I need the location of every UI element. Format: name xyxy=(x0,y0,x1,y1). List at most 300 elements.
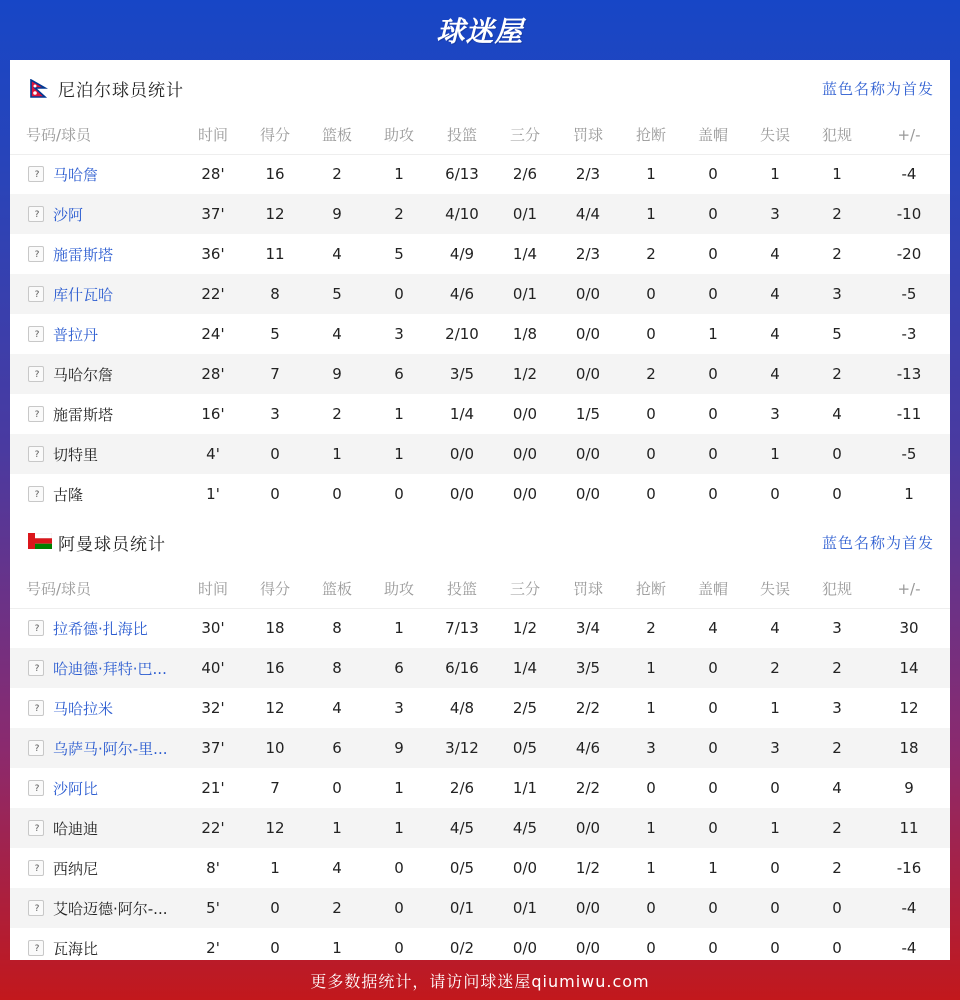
stat-cell: 0/5 xyxy=(494,728,556,768)
column-header[interactable]: 助攻 xyxy=(368,116,430,154)
stat-cell: 9 xyxy=(368,728,430,768)
player-stats-table xyxy=(10,570,950,968)
column-header[interactable]: +/- xyxy=(868,116,950,154)
stat-cell: 7/13 xyxy=(445,619,479,638)
flag-icon xyxy=(28,79,50,97)
stat-cell: 0 xyxy=(646,325,656,343)
stat-cell: 2/6 xyxy=(512,165,538,184)
player-cell xyxy=(10,314,182,354)
stat-cell: 5 xyxy=(270,325,280,343)
stat-cell: 0 xyxy=(832,939,842,957)
stat-cell: 16' xyxy=(201,405,225,423)
stat-cell: 0/0 xyxy=(556,808,620,848)
stat-cell: 0/0 xyxy=(575,325,601,343)
player-avatar-placeholder-icon xyxy=(28,780,44,796)
stat-cell: 1/2 xyxy=(512,619,538,638)
stat-cell: 9 xyxy=(306,194,368,234)
stat-cell: 7 xyxy=(244,354,306,394)
stat-cell: 0/5 xyxy=(449,859,475,877)
stat-cell: -5 xyxy=(868,274,950,314)
player-name-link[interactable]: 沙阿比 xyxy=(53,779,99,798)
player-avatar-placeholder-icon xyxy=(28,860,44,876)
column-header[interactable]: 得分 xyxy=(244,116,306,154)
stat-cell: 1 xyxy=(744,808,806,848)
stat-cell: 8 xyxy=(244,274,306,314)
team-title: 尼泊尔球员统计 xyxy=(58,80,184,101)
stat-cell: 9 xyxy=(904,779,914,797)
stat-cell: 0 xyxy=(708,245,718,263)
player-name-link[interactable]: 沙阿 xyxy=(53,205,84,224)
stat-cell: 12 xyxy=(265,699,285,717)
column-header[interactable]: 三分 xyxy=(494,116,556,154)
table-row[interactable] xyxy=(10,728,950,768)
stat-cell: 4 xyxy=(332,325,342,343)
stat-cell: 1 xyxy=(770,699,780,717)
player-avatar-placeholder-icon xyxy=(28,326,44,342)
footer xyxy=(0,960,960,1000)
stat-cell: 3 xyxy=(270,405,280,423)
stat-cell: 0/0 xyxy=(512,939,538,957)
player-avatar-placeholder-icon xyxy=(28,406,44,422)
stat-cell: 22' xyxy=(182,274,244,314)
stat-cell: 6/16 xyxy=(430,648,494,688)
table-header-row xyxy=(10,116,950,154)
player-name-link[interactable]: 普拉丹 xyxy=(53,325,99,344)
stat-cell: 36' xyxy=(201,245,225,263)
stat-cell: 4 xyxy=(832,779,842,797)
stat-cell: 0/0 xyxy=(575,485,601,503)
stat-cell: 2 xyxy=(806,808,868,848)
stat-cell: 24' xyxy=(201,325,225,343)
stat-cell: 0/0 xyxy=(512,405,538,423)
stat-cell: 1 xyxy=(394,779,404,797)
stat-cell: 0 xyxy=(770,485,780,503)
stat-cell: 5' xyxy=(182,888,244,928)
column-header[interactable]: 号码/球员 xyxy=(10,116,182,154)
stat-cell: 1 xyxy=(394,165,404,184)
stat-cell: 4 xyxy=(332,699,342,717)
stat-cell: 0 xyxy=(332,779,342,797)
stat-cell: 2 xyxy=(806,648,868,688)
column-header[interactable]: +/- xyxy=(868,570,950,608)
player-cell xyxy=(10,728,182,768)
column-header[interactable]: 时间 xyxy=(182,570,244,608)
column-header[interactable]: 犯规 xyxy=(806,570,868,608)
stat-cell: 0 xyxy=(620,434,682,474)
stat-cell: 2/2 xyxy=(575,779,601,797)
footer-link-text[interactable]: 更多数据统计，请访问球迷屋qiumiwu.com xyxy=(310,971,650,991)
stat-cell: 1 xyxy=(744,434,806,474)
player-avatar-placeholder-icon xyxy=(28,900,44,916)
stat-cell: 4 xyxy=(770,619,780,638)
stat-cell: 3/5 xyxy=(430,354,494,394)
stat-cell: 1 xyxy=(646,859,656,877)
table-row[interactable] xyxy=(10,394,950,434)
stat-cell: 16 xyxy=(265,165,285,184)
stat-cell: 0/2 xyxy=(449,939,475,957)
player-name-link[interactable]: 瓦海比 xyxy=(53,939,99,958)
player-avatar-placeholder-icon xyxy=(28,206,44,222)
stat-cell: 30' xyxy=(201,619,225,638)
stat-cell: 0 xyxy=(620,888,682,928)
column-header[interactable]: 盖帽 xyxy=(682,570,744,608)
stat-cell: 5 xyxy=(832,325,842,343)
stat-cell: 7 xyxy=(270,779,280,797)
stat-cell: 4/9 xyxy=(449,245,475,263)
stat-cell: 3 xyxy=(394,325,404,343)
stat-cell: 0 xyxy=(682,354,744,394)
stat-cell: 1' xyxy=(206,485,220,503)
player-name-link[interactable]: 马哈拉米 xyxy=(53,699,114,718)
table-row[interactable] xyxy=(10,154,950,194)
column-header[interactable]: 失误 xyxy=(744,116,806,154)
stat-cell: 0 xyxy=(682,648,744,688)
stat-cell: 2 xyxy=(806,354,868,394)
table-row[interactable] xyxy=(10,474,950,514)
stat-cell: 0/0 xyxy=(430,434,494,474)
stat-cell: 4 xyxy=(770,325,780,343)
stat-cell: 40' xyxy=(182,648,244,688)
table-row[interactable] xyxy=(10,688,950,728)
stat-cell: 1 xyxy=(620,648,682,688)
stat-cell: 2 xyxy=(646,619,656,638)
stat-cell: 1/5 xyxy=(575,405,601,423)
stat-cell: 4 xyxy=(332,859,342,877)
stat-cell: 11 xyxy=(868,808,950,848)
stat-cell: 4 xyxy=(332,245,342,263)
stat-cell: 5 xyxy=(306,274,368,314)
team-header xyxy=(10,514,950,570)
column-header[interactable]: 助攻 xyxy=(368,570,430,608)
stat-cell: 0 xyxy=(708,699,718,717)
stat-cell: 0 xyxy=(832,485,842,503)
player-cell xyxy=(10,354,182,394)
stat-cell: 37' xyxy=(182,728,244,768)
teams-container xyxy=(10,60,950,968)
stat-cell: 0/1 xyxy=(494,888,556,928)
stat-cell: 2 xyxy=(306,888,368,928)
stat-cell: 1 xyxy=(368,808,430,848)
stat-cell: 0 xyxy=(244,888,306,928)
stat-cell: -16 xyxy=(896,859,922,877)
stat-cell: 2/3 xyxy=(575,245,601,263)
player-cell xyxy=(10,768,182,808)
table-row[interactable] xyxy=(10,274,950,314)
team-title: 阿曼球员统计 xyxy=(58,534,166,555)
player-name-link[interactable]: 切特里 xyxy=(53,445,99,464)
column-header[interactable]: 篮板 xyxy=(306,116,368,154)
column-header[interactable]: 投篮 xyxy=(430,116,494,154)
stat-cell: 2 xyxy=(332,405,342,423)
stat-cell: 1 xyxy=(620,194,682,234)
stat-cell: 21' xyxy=(201,779,225,797)
stat-cell: 2 xyxy=(832,245,842,263)
player-cell xyxy=(10,688,182,728)
stat-cell: 0 xyxy=(708,779,718,797)
stat-cell: 0 xyxy=(682,808,744,848)
stat-cell: 1 xyxy=(904,485,914,503)
table-row[interactable] xyxy=(10,434,950,474)
stat-cell: 0 xyxy=(270,485,280,503)
stat-cell: 4/5 xyxy=(430,808,494,848)
stat-cell: 0 xyxy=(682,274,744,314)
player-name-link[interactable]: 库什瓦哈 xyxy=(53,285,114,304)
stat-cell: 4' xyxy=(182,434,244,474)
column-header[interactable]: 得分 xyxy=(244,570,306,608)
player-name-link[interactable]: 古隆 xyxy=(53,485,84,504)
table-row[interactable] xyxy=(10,848,950,888)
stat-cell: 8 xyxy=(332,619,342,638)
stat-cell: 1 xyxy=(708,859,718,877)
stat-cell: 1 xyxy=(270,859,280,877)
player-name-link[interactable]: 施雷斯塔 xyxy=(53,405,114,424)
stat-cell: 3 xyxy=(744,728,806,768)
column-header[interactable]: 篮板 xyxy=(306,570,368,608)
brand-logo[interactable]: 球迷屋 xyxy=(436,15,524,48)
stat-cell: 1/2 xyxy=(575,859,601,877)
column-header[interactable]: 投篮 xyxy=(430,570,494,608)
stat-cell: 4/6 xyxy=(430,274,494,314)
stat-cell: 2/5 xyxy=(512,699,538,717)
stat-cell: 2/10 xyxy=(445,325,479,343)
stat-cell: 2 xyxy=(620,354,682,394)
player-avatar-placeholder-icon xyxy=(28,366,44,382)
stat-cell: 0 xyxy=(682,888,744,928)
stat-cell: 0 xyxy=(368,274,430,314)
stat-cell: 6 xyxy=(368,354,430,394)
stat-cell: 0 xyxy=(394,939,404,957)
stat-cell: 6 xyxy=(306,728,368,768)
stat-cell: 1 xyxy=(832,165,842,184)
stat-cell: 4/6 xyxy=(556,728,620,768)
player-name-link[interactable]: 哈迪德·拜特·巴... xyxy=(53,659,167,678)
table-row[interactable] xyxy=(10,608,950,648)
stat-cell: 0 xyxy=(770,939,780,957)
player-cell xyxy=(10,648,182,688)
stat-cell: 2 xyxy=(806,194,868,234)
stat-cell: 3 xyxy=(806,274,868,314)
player-cell xyxy=(10,474,182,514)
team-title-group xyxy=(28,530,166,555)
player-cell xyxy=(10,194,182,234)
stat-cell: 28' xyxy=(201,165,225,184)
table-row[interactable] xyxy=(10,648,950,688)
column-header[interactable]: 犯规 xyxy=(806,116,868,154)
stat-cell: 0/1 xyxy=(494,274,556,314)
player-stats-table xyxy=(10,116,950,514)
stat-cell: 12 xyxy=(244,808,306,848)
player-cell xyxy=(10,608,182,648)
player-name-link[interactable]: 艾哈迈德·阿尔-... xyxy=(53,899,168,918)
player-name-link[interactable]: 拉希德·扎海比 xyxy=(53,619,148,638)
stat-cell: 3 xyxy=(620,728,682,768)
stat-cell: 0 xyxy=(646,485,656,503)
stat-cell: 1 xyxy=(646,699,656,717)
stat-cell: 4 xyxy=(770,245,780,263)
stat-cell: 4/4 xyxy=(556,194,620,234)
player-name-link[interactable]: 马哈詹 xyxy=(53,165,99,184)
stat-cell: -4 xyxy=(901,165,917,184)
stat-cell: 0 xyxy=(368,888,430,928)
column-header[interactable]: 抢断 xyxy=(620,570,682,608)
player-avatar-placeholder-icon xyxy=(28,446,44,462)
stat-cell: 1 xyxy=(646,165,656,184)
stat-cell: 1/1 xyxy=(512,779,538,797)
player-name-link[interactable]: 施雷斯塔 xyxy=(53,245,114,264)
stat-cell: 2' xyxy=(206,939,220,957)
player-avatar-placeholder-icon xyxy=(28,486,44,502)
stats-panel xyxy=(10,60,950,960)
stat-cell: 0/0 xyxy=(512,485,538,503)
column-header[interactable]: 三分 xyxy=(494,570,556,608)
column-header[interactable]: 抢断 xyxy=(620,116,682,154)
stat-cell: 8' xyxy=(206,859,220,877)
stat-cell: 0 xyxy=(806,888,868,928)
stat-cell: -4 xyxy=(868,888,950,928)
stat-cell: 32' xyxy=(201,699,225,717)
stat-cell: 0 xyxy=(244,434,306,474)
stat-cell: 0/0 xyxy=(556,434,620,474)
stat-cell: -13 xyxy=(868,354,950,394)
team-header xyxy=(10,60,950,116)
player-cell xyxy=(10,808,182,848)
stat-cell: 4/10 xyxy=(430,194,494,234)
stat-cell: 3 xyxy=(744,194,806,234)
table-row[interactable] xyxy=(10,808,950,848)
stat-cell: 0/0 xyxy=(556,888,620,928)
stat-cell: 3 xyxy=(770,405,780,423)
stat-cell: 2/2 xyxy=(575,699,601,717)
stat-cell: 1/4 xyxy=(512,245,538,263)
player-avatar-placeholder-icon xyxy=(28,246,44,262)
column-header[interactable]: 号码/球员 xyxy=(10,570,182,608)
stat-cell: 2 xyxy=(744,648,806,688)
team-title-group xyxy=(28,76,184,101)
stat-cell: 1/2 xyxy=(494,354,556,394)
player-cell xyxy=(10,394,182,434)
player-name-link[interactable]: 乌萨马·阿尔-里... xyxy=(53,739,168,758)
stat-cell: 1 xyxy=(394,619,404,638)
stat-cell: 1/4 xyxy=(449,405,475,423)
stat-cell: 4 xyxy=(708,619,718,638)
stat-cell: 2 xyxy=(332,165,342,184)
stat-cell: 3/5 xyxy=(556,648,620,688)
stat-cell: 0 xyxy=(744,888,806,928)
stat-cell: 0 xyxy=(682,434,744,474)
table-row[interactable] xyxy=(10,768,950,808)
stat-cell: 0 xyxy=(332,485,342,503)
stat-cell: 0 xyxy=(394,485,404,503)
stat-cell: 3/4 xyxy=(575,619,601,638)
stat-cell: 6 xyxy=(368,648,430,688)
stat-cell: 6/13 xyxy=(445,165,479,184)
player-cell xyxy=(10,888,182,928)
stat-cell: 12 xyxy=(899,699,919,717)
player-name-link[interactable]: 西纳尼 xyxy=(53,859,99,878)
player-avatar-placeholder-icon xyxy=(28,820,44,836)
player-cell xyxy=(10,848,182,888)
stat-cell: 0/0 xyxy=(494,434,556,474)
stat-cell: 0/0 xyxy=(556,274,620,314)
stat-cell: 4 xyxy=(744,354,806,394)
table-row[interactable] xyxy=(10,314,950,354)
player-cell xyxy=(10,434,182,474)
stat-cell: 28' xyxy=(182,354,244,394)
stat-cell: 0 xyxy=(682,728,744,768)
stat-cell: -3 xyxy=(901,325,917,343)
column-header[interactable]: 罚球 xyxy=(556,570,620,608)
table-row[interactable] xyxy=(10,234,950,274)
column-header[interactable]: 失误 xyxy=(744,570,806,608)
stat-cell: 1 xyxy=(708,325,718,343)
stat-cell: 10 xyxy=(244,728,306,768)
stat-cell: 0 xyxy=(620,274,682,314)
stat-cell: 2 xyxy=(832,859,842,877)
stat-cell: 0 xyxy=(682,194,744,234)
player-name-link[interactable]: 哈迪迪 xyxy=(53,819,99,838)
table-row[interactable] xyxy=(10,194,950,234)
stat-cell: 1/4 xyxy=(494,648,556,688)
column-header[interactable]: 盖帽 xyxy=(682,116,744,154)
player-cell xyxy=(10,154,182,194)
player-avatar-placeholder-icon xyxy=(28,700,44,716)
stat-cell: 1 xyxy=(306,434,368,474)
header xyxy=(0,0,960,60)
stat-cell: 3 xyxy=(394,699,404,717)
stat-cell: 1 xyxy=(306,808,368,848)
player-name-link[interactable]: 马哈尔詹 xyxy=(53,365,114,384)
stat-cell: 0 xyxy=(708,939,718,957)
stat-cell: 5 xyxy=(394,245,404,263)
stat-cell: 2 xyxy=(806,728,868,768)
player-avatar-placeholder-icon xyxy=(28,286,44,302)
stat-cell: 1 xyxy=(368,434,430,474)
stat-cell: -5 xyxy=(868,434,950,474)
stat-cell: 0 xyxy=(708,485,718,503)
stat-cell: 3 xyxy=(832,619,842,638)
player-cell xyxy=(10,274,182,314)
table-row[interactable] xyxy=(10,888,950,928)
stat-cell: 0/1 xyxy=(430,888,494,928)
stat-cell: 0 xyxy=(708,165,718,184)
stat-cell: 18 xyxy=(868,728,950,768)
player-cell xyxy=(10,234,182,274)
player-avatar-placeholder-icon xyxy=(28,740,44,756)
stat-cell: 4/8 xyxy=(449,699,475,717)
stat-cell: 0 xyxy=(646,405,656,423)
stat-cell: 8 xyxy=(306,648,368,688)
stat-cell: 0/0 xyxy=(449,485,475,503)
column-header[interactable]: 时间 xyxy=(182,116,244,154)
stat-cell: 1 xyxy=(394,405,404,423)
stat-cell: -20 xyxy=(896,245,922,263)
table-row[interactable] xyxy=(10,354,950,394)
stat-cell: -10 xyxy=(868,194,950,234)
stat-cell: 0 xyxy=(646,939,656,957)
stat-cell: 0 xyxy=(770,779,780,797)
stat-cell: 0 xyxy=(270,939,280,957)
stat-cell: 12 xyxy=(244,194,306,234)
flag-icon xyxy=(28,533,50,551)
stat-cell: 1 xyxy=(332,939,342,957)
stat-cell: 14 xyxy=(868,648,950,688)
stat-cell: 1 xyxy=(620,808,682,848)
stat-cell: 9 xyxy=(306,354,368,394)
stat-cell: 2 xyxy=(368,194,430,234)
column-header[interactable]: 罚球 xyxy=(556,116,620,154)
starter-legend-note: 蓝色名称为首发 xyxy=(821,533,934,552)
player-avatar-placeholder-icon xyxy=(28,620,44,636)
